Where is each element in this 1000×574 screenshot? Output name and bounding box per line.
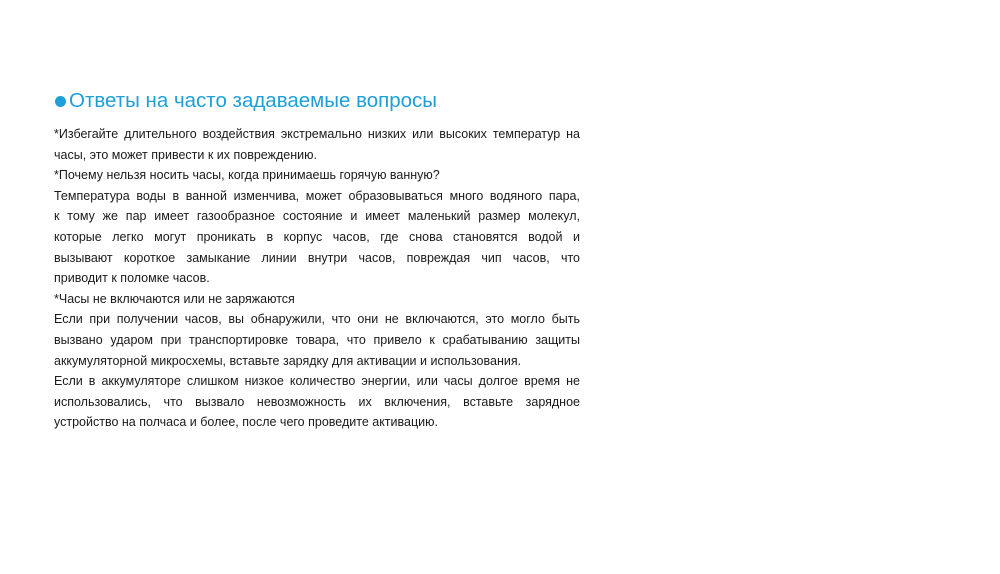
faq-line: которые легко могут проникать в корпус часов, где снова становятся водой и — [54, 229, 580, 244]
faq-question: *Почему нельзя носить часы, когда принимаешь горячую ванную? — [54, 168, 440, 183]
faq-question: *Часы не включаются или не заряжаются — [54, 291, 295, 306]
faq-title: Ответы на часто задаваемые вопросы — [69, 89, 438, 112]
faq-line: Если при получении часов, вы обнаружили, что они не включаются, это могло быть — [54, 312, 580, 327]
faq-line: вызывают короткое замыкание линии внутри часов, повреждая чип часов, что — [54, 250, 580, 265]
faq-line: аккумуляторной микросхемы, вставьте зарядку для активации и использования. — [54, 353, 522, 368]
faq-line: Температура воды в ванной изменчива, может образовываться много водяного пара, — [54, 188, 580, 203]
faq-line: приводит к поломке часов. — [54, 271, 210, 286]
faq-line: часы, это может привести к их повреждению. — [54, 147, 317, 162]
faq-line: *Избегайте длительного воздействия экстремально низких или высоких температур на — [54, 127, 580, 141]
faq-line: устройство на полчаса и более, после чего проведите активацию. — [54, 415, 438, 430]
faq-line: Если в аккумуляторе слишком низкое количество энергии, или часы долгое время не — [54, 374, 580, 389]
faq-line: к тому же пар имеет газообразное состояние и имеет маленький размер молекул, — [54, 209, 580, 224]
faq-line: вызвано ударом при транспортировке товара, что привело к срабатыванию защиты — [54, 332, 580, 347]
bullet-dot-icon — [55, 96, 66, 107]
faq-body — [54, 124, 580, 433]
faq-line: использовались, что вызвало невозможность их включения, вставьте зарядное — [54, 394, 580, 409]
faq-heading — [55, 89, 437, 113]
